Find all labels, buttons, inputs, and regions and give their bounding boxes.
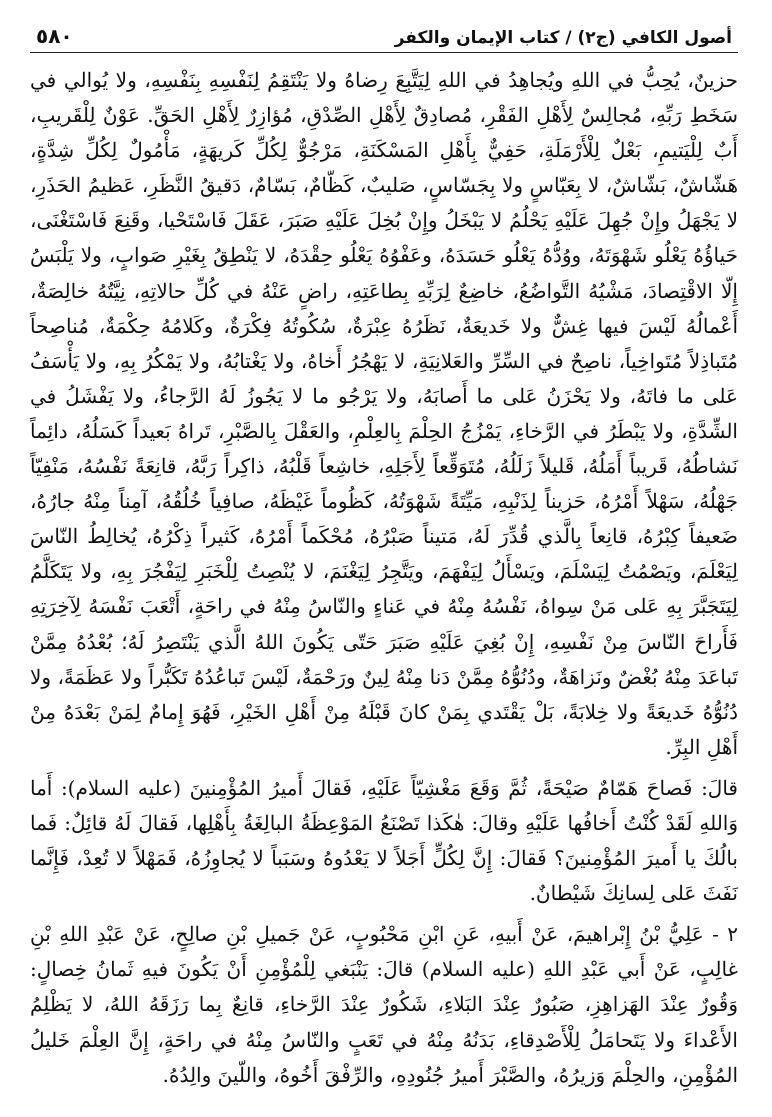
hadith-2-text: عَلِيُّ بْنُ إِبْراهيمَ، عَنْ أَبيهِ، عَنِ ابْنِ مَحْبُوبٍ، عَنْ جَميلِ بْنِ صالِحٍ، عَنْ عَبْدِ اللهِ بْنِ غالِبٍ، عَنْ أَبي عَبْدِ اللهِ (عليه السلام) قالَ: يَنْبَغي لِلْمُؤْمِنِ أَنْ يَكُونَ فيهِ ثَمانُ خِصالٍ: وَقُورٌ عِنْدَ الهَزاهِزِ، صَبُورٌ عِنْدَ البَلاءِ، شَكُورٌ عِنْدَ الرَّخاءِ، قانِعٌ بِما رَزَقَهُ اللهُ، لا يَظْلِمُ الأَعْداءَ ولا يَتَحامَلُ لِلْأَصْدِقاءِ، بَدَنُهُ مِنْهُ في تَعَبٍ والنّاسُ مِنْهُ في راحَةٍ، إِنَّ العِلْمَ خَليلُ المُؤْمِنِ، والحِلْمَ وَزيرُهُ، والصَّبْرَ أَميرُ جُنُودِهِ، والرِّفْقَ أَخُوهُ، واللّينَ والِدُهُ. <box>30 922 738 1087</box>
paragraph-hammam: قالَ: فَصاحَ هَمّامٌ صَيْحَةً، ثُمَّ وَقَعَ مَغْشِيّاً عَلَيْهِ، فَقالَ أَميرُ المُؤْمِنينَ (عليه السلام): أَما وَاللهِ لَقَدْ كُنْتُ أَخافُها عَلَيْهِ وقالَ: هٰكَذا تَصْنَعُ المَوْعِظَةُ البالِغَةُ بِأَهْلِها، فَقالَ لَهُ قائِلٌ: فَما بالُكَ يا أَميرَ المُؤْمِنينَ؟ فَقالَ: إِنَّ لِكُلٍّ أَجَلاً لا يَعْدُوهُ وسَبَباً لا يُجاوِزُهُ، فَمَهْلاً لا تُعِدْ، فَإِنَّما نَفَثَ عَلى لِسانِكَ شَيْطانٌ. <box>30 775 738 906</box>
page-body <box>30 63 738 1093</box>
header-rule <box>30 52 738 53</box>
page-number: ٥٨٠ <box>36 24 73 48</box>
hadith-number: ٢ - <box>712 922 738 947</box>
paragraph-continuation: حزينٌ، يُحِبُّ في اللهِ ويُجاهِدُ في اللهِ لِيَتَّبِعَ رِضاهُ ولا يَنْتَقِمُ لِنَفْسِهِ بِنَفْسِهِ، ولا يُوالي في سَخَطِ رَبِّهِ، مُجالِسٌ لِأَهْلِ الفَقْرِ، مُصادِقٌ لِأَهْلِ الصِّدْقِ، مُؤازِرٌ لِأَهْلِ الحَقِّ. عَوْنٌ لِلْقَريبِ، أَبٌ لِلْيَتيمِ، بَعْلٌ لِلْأَرْمَلَةِ، حَفِيٌّ بِأَهْلِ المَسْكَنَةِ، مَرْجُوٌّ لِكُلِّ كَريهَةٍ، مَأْمُولٌ لِكُلِّ شِدَّةٍ، هَشّاشٌ، بَشّاشٌ، لا بِعَبّاسٍ ولا بِجَسّاسٍ، صَليبٌ، كَظّامٌ، بَسّامٌ، دَقيقُ النَّظَرِ، عَظيمُ الحَذَرِ، لا يَجْهَلُ وإِنْ جُهِلَ عَلَيْهِ يَحْلُمُ لا يَبْخَلُ وإِنْ بُخِلَ عَلَيْهِ صَبَرَ، عَقَلَ فَاسْتَحْيا، وقَنِعَ فَاسْتَغْنَى، حَياؤُهُ يَعْلُو شَهْوَتَهُ، ووُدُّهُ يَعْلُو حَسَدَهُ، وعَفْوُهُ يَعْلُو حِقْدَهُ، لا يَنْطِقُ بِغَيْرِ صَوابٍ، ولا يَلْبَسُ إِلّا الاقْتِصادَ، مَشْيُهُ التَّواضُعُ، خاضِعٌ لِرَبِّهِ بِطاعَتِهِ، راضٍ عَنْهُ في كُلِّ حالاتِهِ، نِيَّتُهُ خالِصَةٌ، أَعْمالُهُ لَيْسَ فيها غِشٌّ ولا خَديعَةٌ، نَظَرُهُ عِبْرَةٌ، سُكُوتُهُ فِكْرَةٌ، وكَلامُهُ حِكْمَةٌ، مُناصِحاً مُتَباذِلاً مُتَواخِياً، ناصِحٌ في السِّرِّ والعَلانِيَةِ، لا يَهْجُرُ أَخاهُ، ولا يَغْتابُهُ، ولا يَمْكُرُ بِهِ، ولا يَأْسَفُ عَلى ما فاتَهُ، ولا يَحْزَنُ عَلى ما أَصابَهُ، ولا يَرْجُو ما لا يَجُوزُ لَهُ الرَّجاءُ، ولا يَفْشَلُ في الشِّدَّةِ، ولا يَبْطَرُ في الرَّخاءِ، يَمْزُجُ الحِلْمَ بِالعِلْمِ، والعَقْلَ بِالصَّبْرِ، تَراهُ بَعيداً كَسَلُهُ، دائِماً نَشاطُهُ، قَريباً أَمَلُهُ، قَليلاً زَلَلُهُ، مُتَوَقِّعاً لِأَجَلِهِ، خاشِعاً قَلْبُهُ، ذاكِراً رَبَّهُ، قانِعَةً نَفْسُهُ، مَنْفِيّاً جَهْلُهُ، سَهْلاً أَمْرُهُ، حَزيناً لِذَنْبِهِ، مَيِّتَةً شَهْوَتُهُ، كَظُوماً غَيْظَهُ، صافِياً خُلُقُهُ، آمِناً مِنْهُ جارُهُ، ضَعيفاً كِبْرُهُ، قانِعاً بِالَّذي قُدِّرَ لَهُ، مَتيناً صَبْرُهُ، مُحْكَماً أَمْرُهُ، كَثيراً ذِكْرُهُ، يُخالِطُ النّاسَ لِيَعْلَمَ، ويَصْمُتُ لِيَسْلَمَ، ويَسْأَلُ لِيَفْهَمَ، ويَتَّجِرُ لِيَغْنَمَ، لا يُنْصِتُ لِلْخَبَرِ لِيَفْجُرَ بِهِ، ولا يَتَكَلَّمُ لِيَتَجَبَّرَ بِهِ عَلى مَنْ سِواهُ، نَفْسُهُ مِنْهُ في عَناءٍ والنّاسُ مِنْهُ في راحَةٍ، أَتْعَبَ نَفْسَهُ لِآخِرَتِهِ فَأَراحَ النّاسَ مِنْ نَفْسِهِ، إِنْ بُغِيَ عَلَيْهِ صَبَرَ حَتّى يَكُونَ اللهُ الَّذي يَنْتَصِرُ لَهُ؛ بُعْدُهُ مِمَّنْ تَباعَدَ مِنْهُ بُغْضٌ ونَزاهَةٌ، ودُنُوُّهُ مِمَّنْ دَنا مِنْهُ لِينٌ ورَحْمَةٌ، لَيْسَ تَباعُدُهُ تَكَبُّراً ولا عَظَمَةً، ولا دُنُوُّهُ خَديعَةً ولا خِلابَةً، بَلْ يَقْتَدي بِمَنْ كانَ قَبْلَهُ مِنْ أَهْلِ الخَيْرِ، فَهُوَ إِمامٌ لِمَنْ بَعْدَهُ مِنْ أَهْلِ البِرِّ. <box>30 68 738 759</box>
running-title: أصول الكافي (ج٢) / كتاب الإيمان والكفر <box>394 28 732 48</box>
page-header <box>30 18 738 48</box>
hadith-2 <box>30 917 738 1092</box>
